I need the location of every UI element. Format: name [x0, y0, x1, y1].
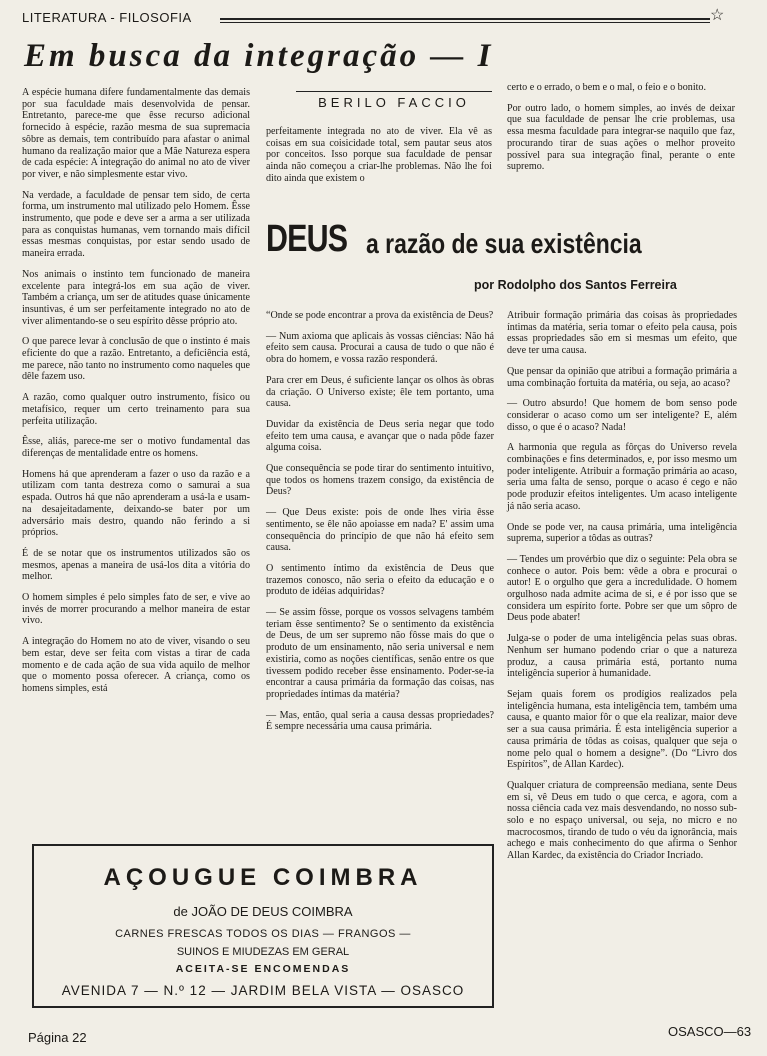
article1-author: BERILO FACCIO: [296, 91, 492, 110]
article2-author: por Rodolpho dos Santos Ferreira: [474, 278, 677, 292]
magazine-issue: OSASCO—63: [668, 1024, 752, 1039]
paragraph: Que consequência se pode tirar do sentimento intuitivo, que todos os homens trazem consigo, da existência de Deus?: [266, 463, 494, 498]
paragraph: perfeitamente integrada no ato de viver. Ela vê as coisas em sua coisicidade total, sem pautar seus atos por conceitos. Isso porque sua faculdade de pensar ainda não começou a criar-lhe problemas. Não lhe foi dito ainda que existem o: [266, 126, 492, 184]
paragraph: Que pensar da opinião que atribui a formação primária a uma combinação fortuita da matéria, ou seja, ao acaso?: [507, 365, 737, 389]
ad-line: SUINOS E MIUDEZAS EM GERAL: [176, 946, 350, 958]
paragraph: “Onde se pode encontrar a prova da existência de Deus?: [266, 310, 494, 321]
paragraph: O que parece levar à conclusão de que o instinto é mais eficiente do que a razão. Entretanto, a deficiência está, me parece, não tanto no instrumento como naqueles que dêle fazem uso.: [22, 336, 250, 383]
top-rule-thin: [220, 22, 710, 23]
article1-col3: [507, 82, 735, 173]
paragraph: Atribuir formação primária das coisas às propriedades íntimas da matéria, seria tomar o efeito pela causa, pois essas propriedades são em si mesmas um efeito, que deve ter uma causa.: [507, 310, 737, 357]
paragraph: Sejam quais forem os prodígios realizados pela inteligência humana, esta inteligência tem, também uma causa, e quanto maior fôr o que ela realizar, maior deve ser a sua causa primária. É esta inteligência superior a causa primária de tôdas as coisas, qualquer que seja o nome pelo qual o homem a designe”. (Do “Livro dos Espíritos”, de Allan Kardec).: [507, 688, 737, 771]
article2-col2: [266, 310, 494, 733]
paragraph: A razão, como qualquer outro instrumento, físico ou metafísico, requer um certo treinamento para sua perfeita utilização.: [22, 392, 250, 427]
article1-title: Em busca da integração — I: [24, 38, 494, 74]
paragraph: Por outro lado, o homem simples, ao invés de deixar que sua faculdade de pensar lhe crie problemas, usa essa mesma faculdade para integrar-se naquilo que faz, procurando tirar de suas ações o melhor proveito possível para sua integração final, perante o ente supremo.: [507, 102, 735, 173]
ad-line: CARNES FRESCAS TODOS OS DIAS — FRANGOS —: [115, 928, 411, 940]
paragraph: Para crer em Deus, é suficiente lançar os olhos às obras da criação. O Universo existe; êle tem portanto, uma causa.: [266, 374, 494, 410]
section-label: LITERATURA - FILOSOFIA: [22, 10, 192, 25]
paragraph: Nos animais o instinto tem funcionado de maneira excelente para integrá-los em sua ação de viver. Também a criança, um ser de atitudes quase únicamente insuntivas, é um ser perfeitamente integrado no ato de viver alimentando-se o seu espírito dêsse próprio ato.: [22, 268, 250, 327]
paragraph: O homem simples é pelo simples fato de ser, e vive ao invés de morrer procurando a melhor maneira de estar vivo.: [22, 592, 250, 627]
paragraph: Duvidar da existência de Deus seria negar que todo efeito tem uma causa, e avançar que o nada pôde fazer alguma coisa.: [266, 418, 494, 454]
article2-title-main: DEUS: [266, 218, 348, 260]
ad-address: AVENIDA 7 — N.º 12 — JARDIM BELA VISTA — OSASCO: [61, 983, 465, 998]
paragraph: Homens há que aprenderam a fazer o uso da razão e a utilizam com tanta destreza como o samurai a sua espada. Outros há que não aprenderam a usá-la e usam-na desajeitadamente, deixando-se bater por um adversário mais destro, quando não ferindo a si próprios.: [22, 468, 250, 539]
paragraph: — Que Deus existe: pois de onde lhes viria êsse sentimento, se êle não apoiasse em nada? E' assim uma consequência do princípio de que não há efeito sem causa.: [266, 507, 494, 554]
star-icon: ☆: [710, 7, 725, 24]
paragraph: — Se assim fôsse, porque os vossos selvagens também teriam êsse sentimento? Se o sentimento da existência de Deus, de um ser supremo não fôsse mais do que o produto de um ensinamento, não seria universal e nem existiria, como as noções científicas, senão entre os que tivessem podido receber êsse ensinamento. Poder-se-ia encontrar a causa primária da formação das coisas, nas propriedades íntimas da matéria?: [266, 607, 494, 700]
article1-col1: [22, 87, 250, 695]
ad-line: ACEITA-SE ENCOMENDAS: [175, 963, 351, 975]
paragraph: — Num axioma que aplicais às vossas ciências: Não há efeito sem causa. Procurai a causa de tudo o que não é obra do homem, e vossa razão responderá.: [266, 330, 494, 366]
advertisement-box: [32, 844, 494, 1008]
paragraph: É de se notar que os instrumentos utilizados são os mesmos, apenas a maneira de usá-los dita a vitória do melhor.: [22, 547, 250, 583]
paragraph: Onde se pode ver, na causa primária, uma inteligência suprema, superior a tôdas as outras?: [507, 521, 737, 545]
paragraph: certo e o errado, o bem e o mal, o feio e o bonito.: [507, 82, 707, 93]
article2-title-rest: a razão de sua existência: [366, 228, 642, 259]
paragraph: Êsse, aliás, parece-me ser o motivo fundamental das diferenças de mentalidade entre os homens.: [22, 436, 250, 459]
paragraph: Na verdade, a faculdade de pensar tem sido, de certa forma, um instrumento mal utilizado pelo Homem. Êsse instrumento, que pode e deve ser a arma a ser utilizada para as conquistas humanas, vem tornando mais difícil essas mesmas conquistas, por estar sendo usado de maneira errada.: [22, 189, 250, 260]
paragraph: — Mas, então, qual seria a causa dessas propriedades? É sempre necessária uma causa primária.: [266, 709, 494, 733]
top-rule: [220, 18, 710, 20]
paragraph: O sentimento íntimo da existência de Deus que trazemos conosco, não seria o efeito da educação e o produto de idéias adquiridas?: [266, 562, 494, 598]
paragraph: A integração do Homem no ato de viver, visando o seu bem estar, deve ser feita com vistas a tirar de cada momento e de cada ação de sua vida aquilo de melhor que o momento possa oferecer. A criança, como os homens simples, está: [22, 636, 250, 694]
article2-col3: [507, 310, 737, 862]
paragraph: Qualquer criatura de compreensão mediana, sente Deus em si, vê Deus em tudo o que cerca, e agora, com a nossa ciência cada vez mais desvendando, no nosso sub-solo e no espaço universal, ou seja, no micro e no macrocosmos, tirando de tudo o véu da ignorância, mais achego e mais conhecimento do que afirma o Senhor Allan Kardec, da existência do Criador Incriado.: [507, 779, 737, 862]
paragraph: Julga-se o poder de uma inteligência pelas suas obras. Nenhum ser humano podendo criar o que a natureza produz, a causa primária está, portanto numa inteligência superior à humanidade.: [507, 633, 737, 680]
page-number: Página 22: [28, 1030, 87, 1045]
paragraph: — Outro absurdo! Que homem de bom senso pode considerar o acaso como um ser inteligente? E, além disso, o que é o acaso? Nada!: [507, 398, 737, 433]
paragraph: A espécie humana difere fundamentalmente das demais por sua faculdade mais desenvolvida de pensar. Entretanto, parece-me que êsse recurso adicional fornecido à espécie, razão mesma de sua supremacia sôbre as demais, tem contribuído para afastar o animal humano da realização maior que a Mãe Natureza espera de cada espécie: A integração do animal no ato de viver por viver, e não simplesmente estar vivo.: [22, 87, 250, 180]
article1-col2: [266, 126, 492, 185]
ad-title: AÇOUGUE COIMBRA: [103, 864, 423, 891]
ad-owner: de JOÃO DE DEUS COIMBRA: [173, 904, 353, 919]
paragraph: — Tendes um provérbio que diz o seguinte: Pela obra se conhece o autor. Pois bem: vêde a obra e procurai o autor! E o orgulho que gera a incredulidade. O homem orgulhoso nada admite acima de si, e é por isso que se considera um espírito forte. Pobre ser que um sôpro de Deus pode abater!: [507, 553, 737, 624]
paragraph: A harmonia que regula as fôrças do Universo revela combinações e fins determinados, e, por isso mesmo um poder inteligente. Atribuir a formação primária ao acaso, seria uma falta de senso, porque o acaso é cego e não pode produzir efeitos inteligentes. Um acaso inteligente já não seria acaso.: [507, 442, 737, 512]
